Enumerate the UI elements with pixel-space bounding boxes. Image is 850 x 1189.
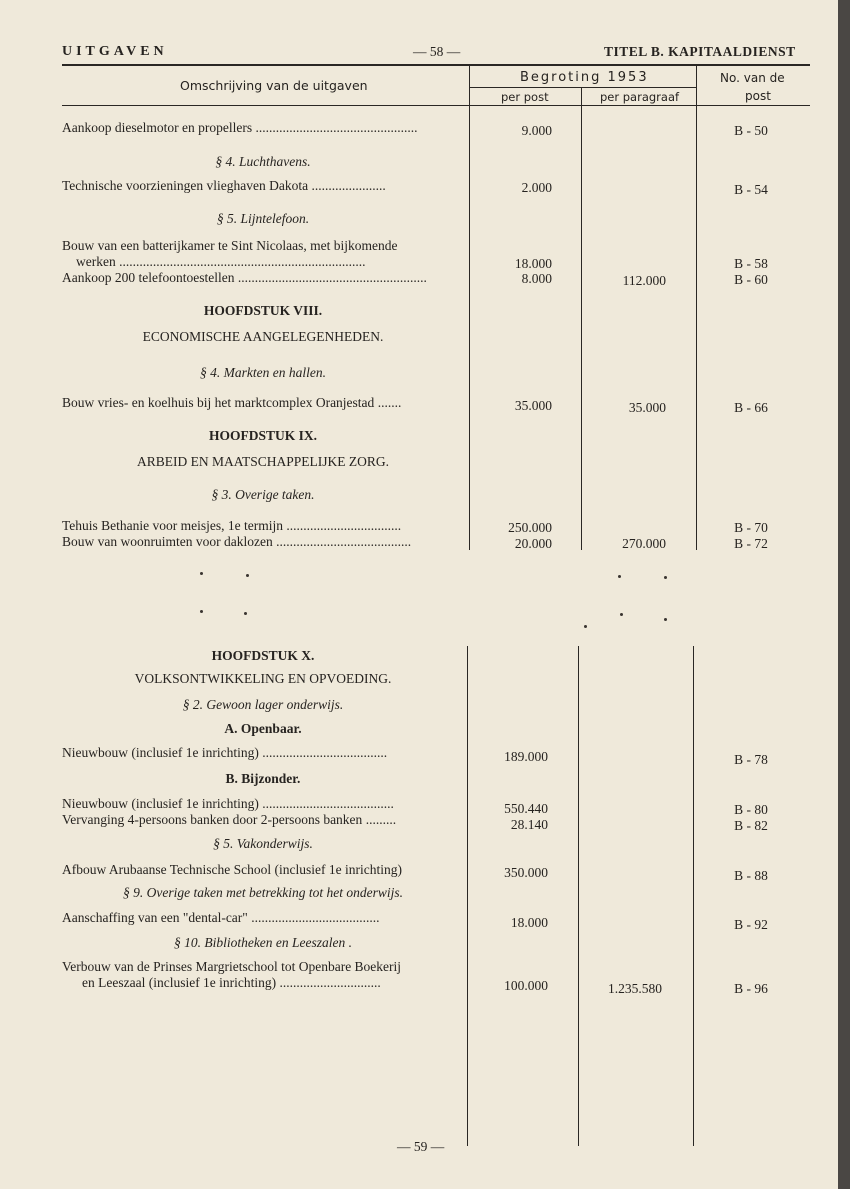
row-description: Vervanging 4-persoons banken door 2-persoons banken ......... bbox=[62, 812, 397, 827]
row-per-post: 550.440 bbox=[504, 801, 548, 816]
row-description: Tehuis Bethanie voor meisjes, 1e termijn .................................. bbox=[62, 518, 402, 533]
row-per-post: 100.000 bbox=[504, 978, 548, 993]
paragraph-heading: § 5. Lijntelefoon. bbox=[216, 211, 310, 226]
row-per-paragraph: 35.000 bbox=[628, 400, 666, 415]
row-ref: B - 50 bbox=[734, 123, 768, 138]
chapter-subtitle: VOLKSONTWIKKELING EN OPVOEDING. bbox=[134, 671, 392, 686]
row-per-post: 35.000 bbox=[514, 398, 552, 413]
col-rule-2-upper bbox=[581, 87, 582, 550]
paragraph-heading: § 5. Vakonderwijs. bbox=[213, 836, 313, 851]
speck bbox=[200, 572, 203, 575]
row-per-post: 189.000 bbox=[504, 749, 548, 764]
speck bbox=[664, 618, 667, 621]
row-description: Nieuwbouw (inclusief 1e inrichting) ....................................... bbox=[62, 796, 394, 811]
speck bbox=[664, 576, 667, 579]
row-ref: B - 72 bbox=[734, 536, 768, 551]
row-per-paragraph: 270.000 bbox=[622, 536, 666, 551]
row-per-post: 18.000 bbox=[510, 915, 548, 930]
row-per-post: 20.000 bbox=[514, 536, 552, 551]
row-ref: B - 96 bbox=[734, 981, 768, 996]
subheading: A. Openbaar. bbox=[224, 721, 302, 736]
col-header-post: post bbox=[745, 89, 771, 103]
header-sub-rule bbox=[470, 87, 696, 88]
row-ref: B - 60 bbox=[734, 272, 768, 287]
header-rule bbox=[62, 64, 810, 66]
row-description: Aankoop dieselmotor en propellers ................................................ bbox=[62, 120, 418, 135]
row-ref: B - 58 bbox=[734, 256, 768, 271]
chapter-subtitle: ECONOMISCHE AANGELEGENHEDEN. bbox=[142, 329, 384, 344]
row-description: Bouw van een batterijkamer te Sint Nicolaas, met bijkomende bbox=[62, 238, 398, 253]
row-per-post: 2.000 bbox=[521, 180, 552, 195]
col-header-no: No. van de bbox=[720, 71, 785, 85]
chapter-heading: HOOFDSTUK X. bbox=[211, 648, 315, 663]
col-header-description: Omschrijving van de uitgaven bbox=[180, 78, 368, 93]
speck bbox=[620, 613, 623, 616]
paragraph-heading: § 4. Markten en hallen. bbox=[200, 365, 326, 380]
row-description-cont: en Leeszaal (inclusief 1e inrichting) .............................. bbox=[82, 975, 381, 990]
speck bbox=[618, 575, 621, 578]
row-per-post: 250.000 bbox=[508, 520, 552, 535]
col-header-per-post: per post bbox=[501, 90, 549, 104]
header-bottom-rule bbox=[62, 105, 810, 106]
col-header-begroting: Begroting 1953 bbox=[520, 70, 649, 85]
speck bbox=[584, 625, 587, 628]
col-rule-2-lower bbox=[578, 646, 579, 1146]
col-rule-3-upper bbox=[696, 66, 697, 550]
row-ref: B - 82 bbox=[734, 818, 768, 833]
row-ref: B - 54 bbox=[734, 182, 768, 197]
row-description: Bouw van woonruimten voor daklozen ........................................ bbox=[62, 534, 412, 549]
speck bbox=[244, 612, 247, 615]
chapter-subtitle: ARBEID EN MAATSCHAPPELIJKE ZORG. bbox=[136, 454, 389, 469]
section-title: UITGAVEN bbox=[62, 44, 168, 59]
paragraph-heading: § 9. Overige taken met betrekking tot het onderwijs. bbox=[123, 885, 403, 900]
row-ref: B - 80 bbox=[734, 802, 768, 817]
row-description: Bouw vries- en koelhuis bij het marktcomplex Oranjestad ....... bbox=[62, 395, 402, 410]
title-label: TITEL B. KAPITAALDIENST bbox=[604, 44, 796, 59]
row-description: Aanschaffing van een "dental-car" ...................................... bbox=[62, 910, 380, 925]
row-per-post: 28.140 bbox=[510, 817, 548, 832]
speck bbox=[246, 574, 249, 577]
row-description: Verbouw van de Prinses Margrietschool tot Openbare Boekerij bbox=[62, 959, 402, 974]
row-per-paragraph: 1.235.580 bbox=[608, 981, 662, 996]
row-per-post: 18.000 bbox=[514, 256, 552, 271]
chapter-heading: HOOFDSTUK VIII. bbox=[203, 303, 323, 318]
row-ref: B - 66 bbox=[734, 400, 768, 415]
row-ref: B - 92 bbox=[734, 917, 768, 932]
row-description: Technische voorzieningen vlieghaven Dakota ...................... bbox=[62, 178, 386, 193]
row-ref: B - 88 bbox=[734, 868, 768, 883]
col-header-per-paragraaf: per paragraaf bbox=[600, 90, 680, 104]
paragraph-heading: § 3. Overige taken. bbox=[211, 487, 315, 502]
col-rule-3-lower bbox=[693, 646, 694, 1146]
row-per-post: 8.000 bbox=[521, 271, 552, 286]
chapter-heading: HOOFDSTUK IX. bbox=[208, 428, 317, 443]
row-ref: B - 78 bbox=[734, 752, 768, 767]
col-rule-1-upper bbox=[469, 66, 470, 550]
row-per-post: 350.000 bbox=[504, 865, 548, 880]
row-description-cont: werken ......................................................................... bbox=[76, 254, 366, 269]
page-number-top: — 58 — bbox=[413, 44, 461, 59]
subheading: B. Bijzonder. bbox=[225, 771, 301, 786]
row-description: Nieuwbouw (inclusief 1e inrichting) ..................................... bbox=[62, 745, 388, 760]
row-per-post: 9.000 bbox=[521, 123, 552, 138]
speck bbox=[200, 610, 203, 613]
page-number-bottom: — 59 — bbox=[397, 1139, 445, 1154]
row-ref: B - 70 bbox=[734, 520, 768, 535]
row-per-paragraph: 112.000 bbox=[622, 273, 666, 288]
row-description: Aankoop 200 telefoontoestellen ........................................................ bbox=[62, 270, 427, 285]
paragraph-heading: § 4. Luchthavens. bbox=[215, 154, 311, 169]
paragraph-heading: § 10. Bibliotheken en Leeszalen . bbox=[173, 935, 353, 950]
row-description: Afbouw Arubaanse Technische School (inclusief 1e inrichting) bbox=[62, 862, 402, 877]
col-rule-1-lower bbox=[467, 646, 468, 1146]
paragraph-heading: § 2. Gewoon lager onderwijs. bbox=[182, 697, 344, 712]
